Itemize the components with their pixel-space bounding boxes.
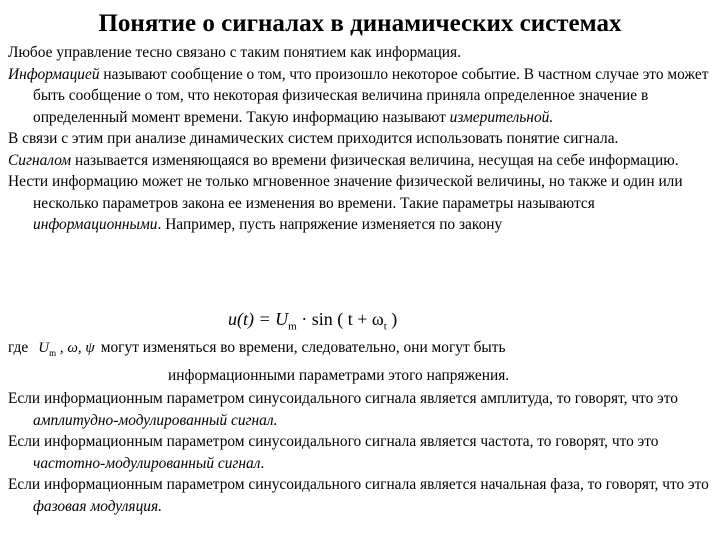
text: В связи с этим при анализе динамических систем приходится использовать понятие сигнала. bbox=[8, 130, 619, 147]
text: Любое управление тесно связано с таким понятием как информация. bbox=[8, 44, 461, 61]
where-text-a: могут изменяться во времени, следовательно, они могут быть bbox=[100, 339, 506, 356]
text: Если информационным параметром синусоидального сигнала является начальная фаза, то говорят, что это bbox=[8, 476, 709, 493]
where-text-b: информационными параметрами этого напряжения. bbox=[168, 366, 510, 384]
term-signal: Сигналом bbox=[8, 151, 72, 169]
text: Нести информацию может не только мгновенное значение физической величины, но также и один или несколько параметров закона ее изменения во времени. Такие параметры называются bbox=[8, 173, 683, 212]
term-fm: частотно-модулированный сигнал bbox=[33, 454, 261, 472]
text: Если информационным параметром синусоидального сигнала является частота, то говорят, что это bbox=[8, 433, 659, 450]
text: . Например, пусть напряжение изменяется по закону bbox=[157, 216, 503, 233]
term-am: амплитудно-модулированный сигнал. bbox=[33, 411, 278, 429]
symbol-rest: , ω, ψ bbox=[56, 340, 95, 356]
term-measuring: измерительной. bbox=[449, 108, 554, 126]
paragraph-intro bbox=[8, 42, 714, 64]
text: . bbox=[260, 454, 265, 472]
voltage-formula bbox=[228, 306, 397, 340]
term-informational: информационными bbox=[33, 216, 158, 233]
paragraph-signal-definition bbox=[8, 150, 714, 172]
symbol-sub: m bbox=[49, 348, 57, 358]
where-symbols bbox=[38, 340, 95, 356]
paragraph-signal-concept bbox=[8, 128, 714, 150]
formula-lhs: u(t) = U bbox=[228, 309, 289, 329]
where-block bbox=[8, 337, 714, 386]
term-pm: фазовая модуляция. bbox=[33, 497, 162, 515]
text: Если информационным параметром синусоидального сигнала является амплитуда, то говорят, что это bbox=[8, 390, 678, 407]
term-information: Информацией bbox=[8, 65, 100, 83]
symbol-U: U bbox=[38, 340, 50, 356]
paragraph-amplitude bbox=[8, 388, 714, 431]
paragraph-parameters bbox=[8, 171, 714, 236]
body-text bbox=[8, 42, 714, 236]
formula-rhs: · sin ( t + ω bbox=[296, 309, 384, 329]
text: называют сообщение о том, что произошло некоторое событие. В частном случае это может быть сообщение о том, что некоторая физическая величина приняла определенное значение в определенный момент времени. Такую информацию называют bbox=[33, 65, 709, 126]
where-row bbox=[8, 337, 714, 365]
paragraph-phase bbox=[8, 474, 714, 517]
text: называется изменяющаяся во времени физическая величина, несущая на себе информацию. bbox=[71, 151, 679, 169]
where-label: где bbox=[8, 339, 29, 356]
paragraph-information bbox=[8, 64, 714, 129]
formula-sub: m bbox=[288, 320, 297, 333]
page-title: Понятие о сигналах в динамических системах bbox=[98, 10, 622, 37]
formula-end: ) bbox=[386, 309, 398, 329]
paragraph-frequency bbox=[8, 431, 714, 474]
modulation-text bbox=[8, 388, 714, 517]
formula-sub2: t bbox=[383, 320, 387, 333]
